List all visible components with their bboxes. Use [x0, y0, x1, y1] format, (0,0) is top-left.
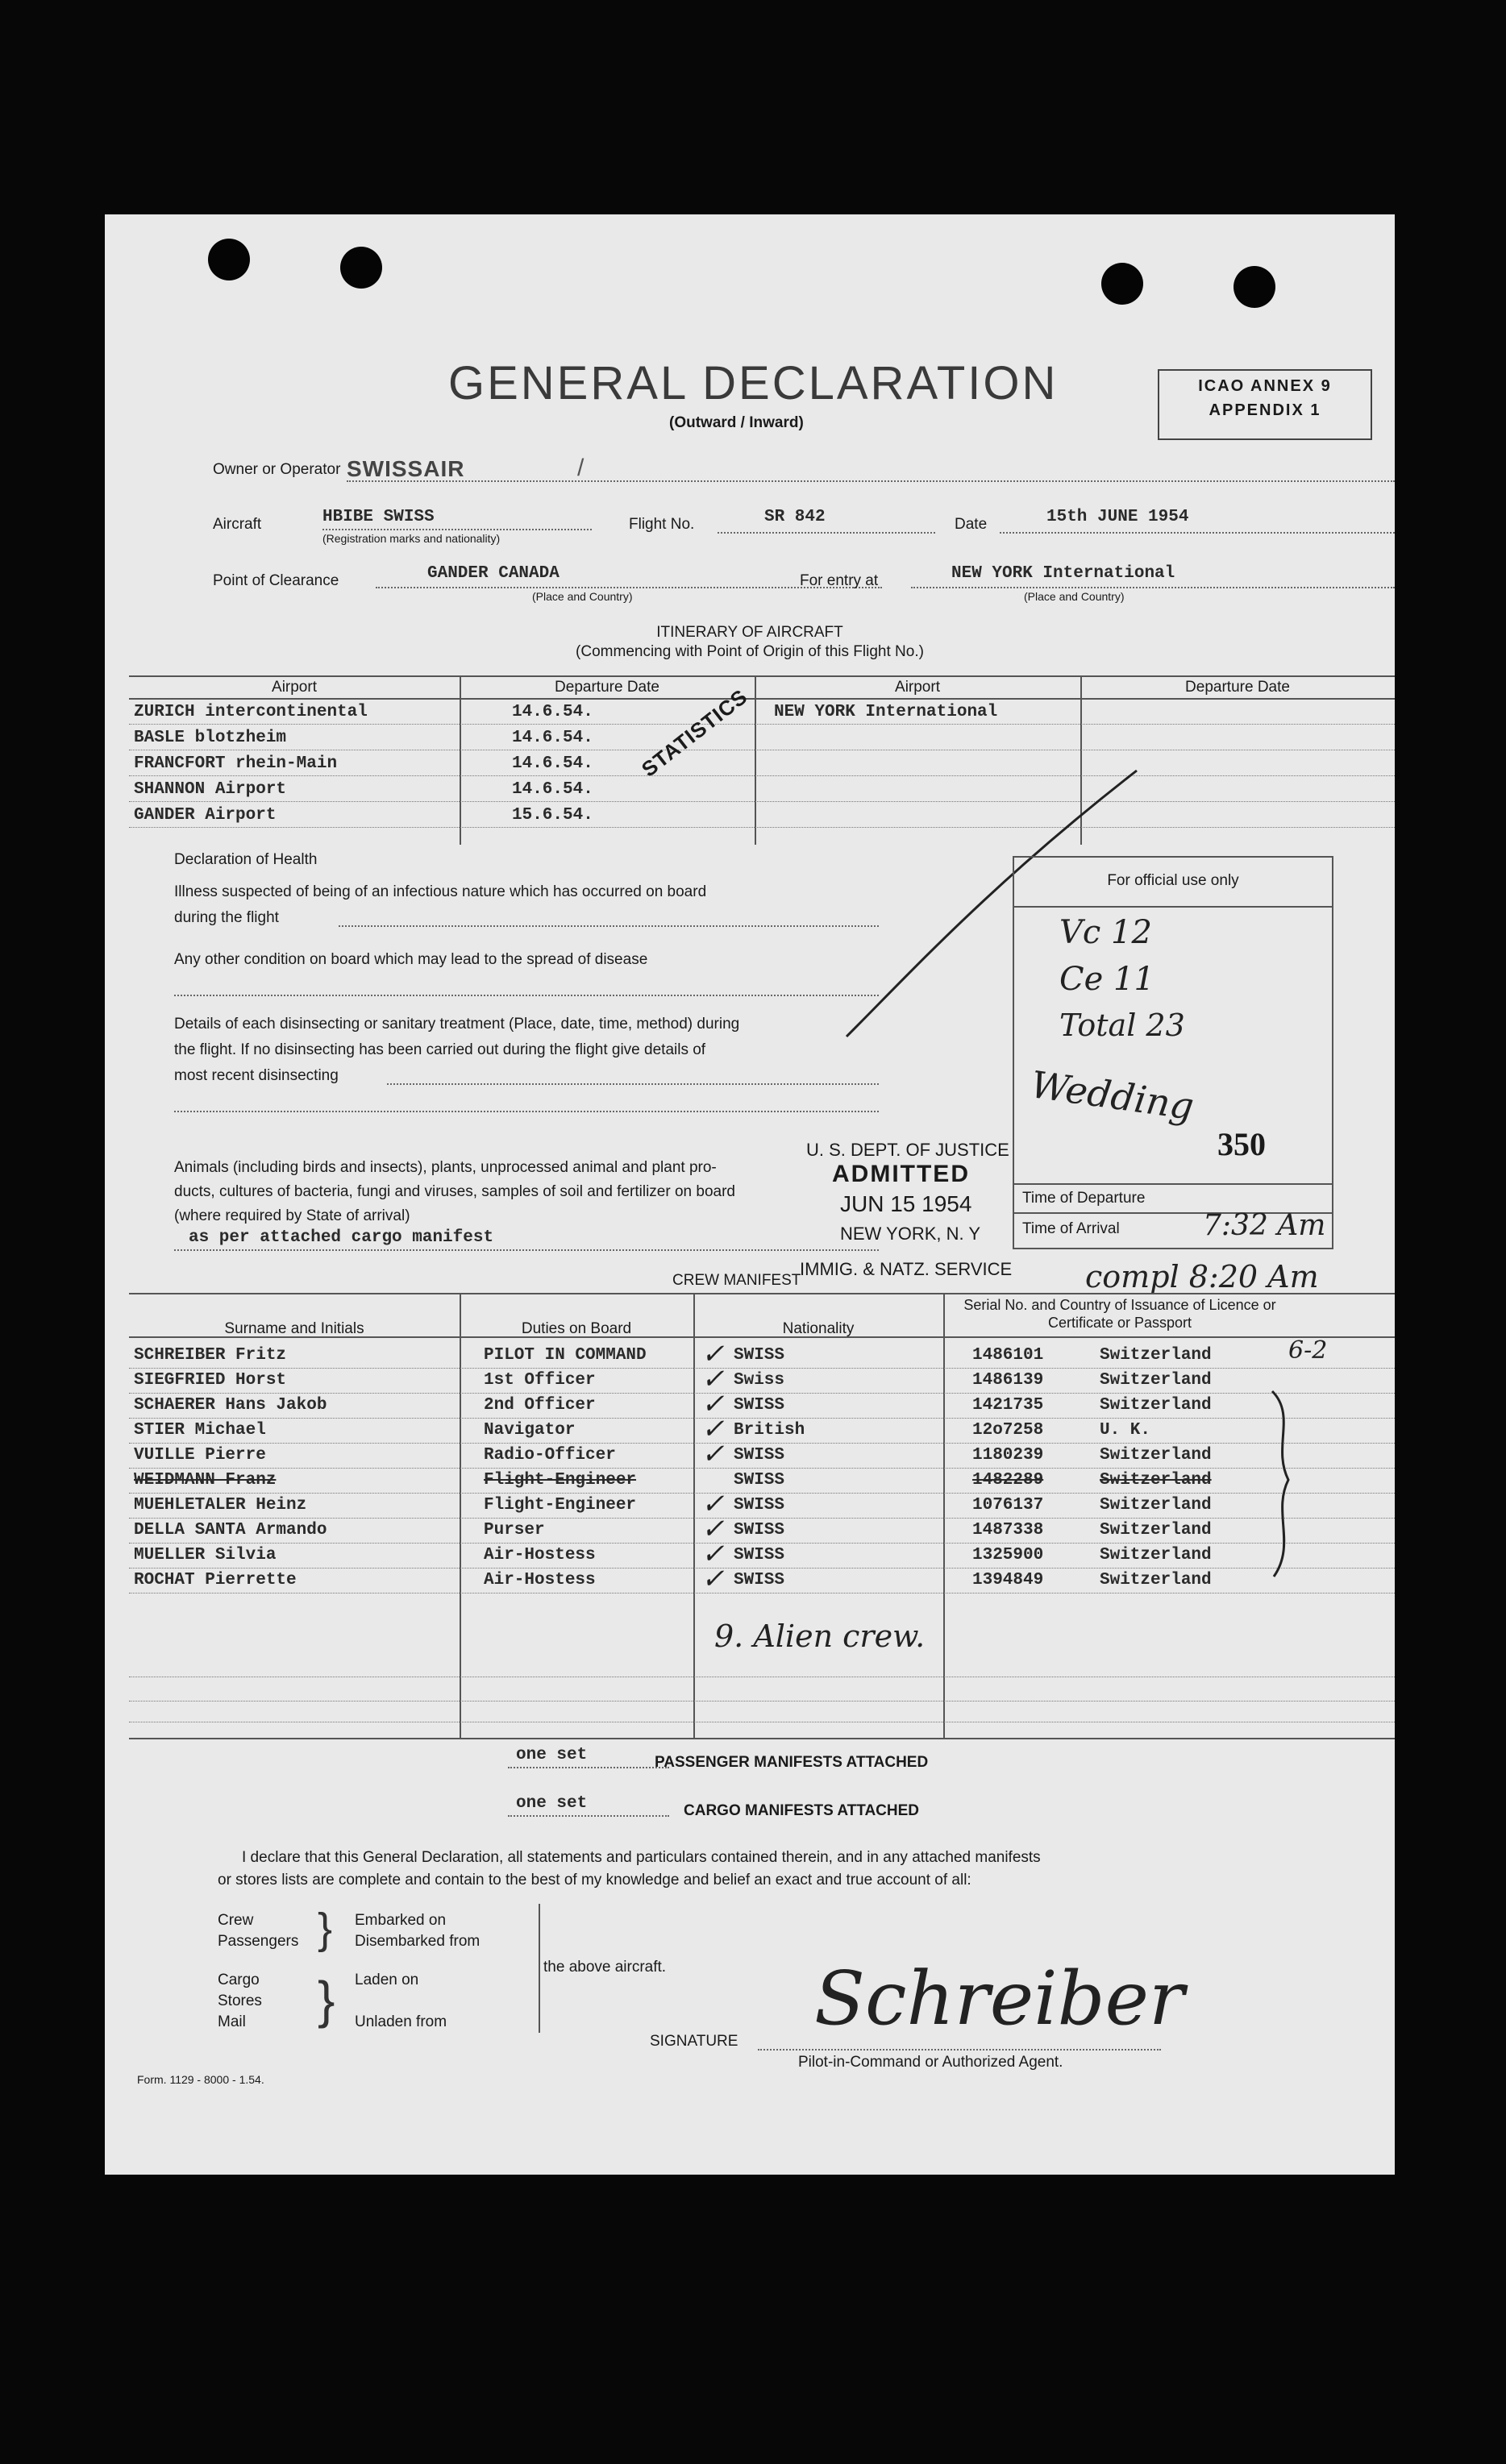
punch-hole	[1101, 263, 1143, 305]
itinerary-header: Airport	[895, 679, 940, 696]
crew-row-rule	[129, 1568, 1395, 1569]
passenger-count: one set	[516, 1746, 588, 1764]
form-number: Form. 1129 - 8000 - 1.54.	[137, 2073, 264, 2086]
disembarked-word: Disembarked from	[355, 1933, 481, 1950]
crew-nat: SWISS	[734, 1471, 785, 1490]
health-answer: as per attached cargo manifest	[189, 1228, 494, 1247]
punch-hole	[340, 247, 382, 289]
crew-duty: Flight-Engineer	[484, 1471, 637, 1490]
crew-country: U. K.	[1100, 1421, 1151, 1440]
crew-blank-rule	[129, 1701, 1395, 1702]
health-question: most recent disinsecting	[174, 1067, 339, 1084]
itinerary-header-rule	[129, 698, 1395, 700]
health-line	[174, 1249, 879, 1251]
crew-bracket	[1264, 1383, 1313, 1585]
crew-duty: Flight-Engineer	[484, 1496, 637, 1515]
crew-bottom-rule	[129, 1738, 1395, 1739]
crew-name: ROCHAT Pierrette	[134, 1571, 297, 1589]
itinerary-row-rule	[129, 775, 1395, 776]
crew-name: DELLA SANTA Armando	[134, 1521, 327, 1539]
check-mark-icon: ✓	[701, 1363, 725, 1395]
crew-row-rule	[129, 1418, 1395, 1419]
aircraft-sublabel: (Registration marks and nationality)	[322, 532, 501, 545]
check-mark-icon: ✓	[701, 1388, 725, 1420]
date-value: 15th JUNE 1954	[1046, 508, 1189, 526]
pilot-signature: Schreiber	[814, 1955, 1184, 2042]
passenger-line	[508, 1767, 669, 1768]
health-line	[387, 1083, 879, 1085]
itinerary-date: 14.6.54.	[512, 754, 593, 773]
crew-nat: SWISS	[734, 1496, 785, 1515]
crew-duty: Radio-Officer	[484, 1446, 616, 1465]
itinerary-title: ITINERARY OF AIRCRAFT	[656, 624, 843, 641]
aircraft-line	[322, 529, 592, 530]
crew-duty: Air-Hostess	[484, 1546, 596, 1564]
arrival-time: 7:32 Am	[1203, 1209, 1326, 1242]
official-number: 350	[1217, 1126, 1266, 1162]
crew-name: SCHAERER Hans Jakob	[134, 1396, 327, 1415]
itinerary-column-rule	[460, 675, 461, 845]
crew-name: MUEHLETALER Heinz	[134, 1496, 307, 1515]
crew-serial: 1076137	[972, 1496, 1044, 1515]
itinerary-airport: FRANCFORT rhein-Main	[134, 754, 338, 773]
official-note: Vc 12	[1059, 914, 1152, 951]
check-mark-icon: ✓	[701, 1438, 725, 1470]
crew-column-rule	[693, 1293, 695, 1738]
crew-column-rule	[460, 1293, 461, 1738]
crew-nat: British	[734, 1421, 805, 1440]
cargo-count: one set	[516, 1794, 588, 1813]
clearance-value: GANDER CANADA	[427, 564, 560, 583]
health-question: Any other condition on board which may lead to the spread of disease	[174, 951, 648, 968]
crew-country: Switzerland	[1100, 1471, 1212, 1490]
check-mark-icon: ✓	[701, 1413, 725, 1445]
crew-nat: SWISS	[734, 1521, 785, 1539]
owner-value: SWISSAIR	[347, 456, 465, 481]
official-signature: Wedding	[1028, 1062, 1197, 1128]
annex-line: APPENDIX 1	[1209, 401, 1321, 419]
mail-word: Mail	[218, 2013, 246, 2030]
signature-line	[758, 2049, 1161, 2051]
completion-note: compl 8:20 Am	[1085, 1259, 1319, 1294]
itinerary-airport: GANDER Airport	[134, 806, 277, 825]
passengers-word: Passengers	[218, 1933, 299, 1950]
crew-country: Switzerland	[1100, 1371, 1212, 1390]
crew-serial: 1180239	[972, 1446, 1044, 1465]
crew-margin-note: 6-2	[1288, 1336, 1328, 1365]
crew-serial: 1486139	[972, 1371, 1044, 1390]
owner-line	[347, 480, 1395, 482]
check-mark-icon: ✓	[701, 1563, 725, 1595]
crew-duty: Purser	[484, 1521, 545, 1539]
crew-serial: 1486101	[972, 1346, 1044, 1365]
crew-country: Switzerland	[1100, 1521, 1212, 1539]
aircraft-value: HBIBE SWISS	[322, 508, 435, 526]
cargo-word: Cargo	[218, 1972, 260, 1988]
check-mark-icon: ✓	[701, 1338, 725, 1370]
owner-label: Owner or Operator	[213, 461, 341, 478]
admitted-stamp-line: NEW YORK, N. Y	[840, 1224, 981, 1244]
signature-label: SIGNATURE	[650, 2033, 738, 2050]
crew-header: Serial No. and Country of Issuance of Licence or Certificate or Passport	[963, 1297, 1276, 1331]
slash-mark: /	[577, 455, 585, 481]
itinerary-row-rule	[129, 724, 1395, 725]
brace: }	[318, 1905, 333, 1953]
declaration-sheet	[105, 214, 1395, 2175]
admitted-stamp-line: ADMITTED	[832, 1161, 970, 1187]
clearance-sublabel: (Place and Country)	[532, 590, 633, 603]
itinerary-date: 15.6.54.	[512, 806, 593, 825]
embarked-word: Embarked on	[355, 1912, 447, 1929]
itinerary-row-rule	[129, 827, 1395, 828]
crew-nat: SWISS	[734, 1546, 785, 1564]
official-rule	[1014, 1183, 1332, 1185]
brace: }	[318, 1971, 335, 2029]
crew-duty: 2nd Officer	[484, 1396, 596, 1415]
crew-title: CREW MANIFEST	[672, 1272, 801, 1289]
health-question: during the flight	[174, 909, 279, 926]
flight-label: Flight No.	[629, 516, 695, 533]
official-note: Ce 11	[1059, 961, 1154, 998]
health-line	[174, 995, 879, 996]
crew-row-rule	[129, 1443, 1395, 1444]
declaration-text: or stores lists are complete and contain to the best of my knowledge and belief an exact and true account of all:	[218, 1872, 971, 1889]
crew-row-rule	[129, 1368, 1395, 1369]
crew-name: SCHREIBER Fritz	[134, 1346, 287, 1365]
crew-serial: 1421735	[972, 1396, 1044, 1415]
itinerary-header: Departure Date	[1185, 679, 1290, 696]
crew-country: Switzerland	[1100, 1396, 1212, 1415]
crew-row-rule	[129, 1543, 1395, 1544]
crew-country: Switzerland	[1100, 1346, 1212, 1365]
official-note: Total 23	[1059, 1008, 1185, 1043]
crew-row-rule	[129, 1468, 1395, 1469]
above-aircraft: the above aircraft.	[543, 1959, 667, 1976]
crew-duty: Air-Hostess	[484, 1571, 596, 1589]
crew-country: Switzerland	[1100, 1496, 1212, 1515]
crew-serial: 1325900	[972, 1546, 1044, 1564]
crew-country: Switzerland	[1100, 1546, 1212, 1564]
itinerary-subtitle: (Commencing with Point of Origin of this Flight No.)	[576, 643, 924, 660]
entry-label: For entry at	[800, 572, 879, 589]
admitted-stamp-line: JUN 15 1954	[840, 1191, 972, 1216]
annex-line: ICAO ANNEX 9	[1198, 377, 1332, 395]
itinerary-header: Departure Date	[555, 679, 659, 696]
flight-line	[718, 532, 935, 534]
crew-name: VUILLE Pierre	[134, 1446, 266, 1465]
crew-header: Surname and Initials	[224, 1320, 364, 1337]
aircraft-label: Aircraft	[213, 516, 262, 533]
check-mark-icon: ✓	[701, 1538, 725, 1570]
punch-hole	[1234, 266, 1275, 308]
health-line	[174, 1111, 879, 1112]
passenger-label: PASSENGER MANIFESTS ATTACHED	[655, 1754, 929, 1771]
check-mark-icon: ✓	[701, 1513, 725, 1545]
arrival-label: Time of Arrival	[1022, 1220, 1120, 1237]
crew-row-rule	[129, 1493, 1395, 1494]
crew-row-rule	[129, 1518, 1395, 1519]
crew-note: 9. Alien crew.	[714, 1618, 926, 1654]
crew-serial: 1394849	[972, 1571, 1044, 1589]
health-question: Illness suspected of being of an infectious nature which has occurred on board	[174, 883, 707, 900]
punch-hole	[208, 239, 250, 280]
crew-top-rule	[129, 1293, 1395, 1294]
admitted-stamp-line: IMMIG. & NATZ. SERVICE	[800, 1259, 1013, 1279]
itinerary-airport: ZURICH intercontinental	[134, 703, 368, 721]
laden-word: Laden on	[355, 1972, 419, 1988]
crew-name: STIER Michael	[134, 1421, 266, 1440]
departure-label: Time of Departure	[1022, 1190, 1146, 1207]
health-question: the flight. If no disinsecting has been carried out during the flight give details of	[174, 1041, 706, 1058]
itinerary-date: 14.6.54.	[512, 780, 593, 799]
document-subtitle: (Outward / Inward)	[669, 414, 804, 431]
flight-value: SR 842	[764, 508, 826, 526]
crew-header: Nationality	[782, 1320, 855, 1337]
cargo-label: CARGO MANIFESTS ATTACHED	[684, 1802, 920, 1819]
statistics-stamp: STATISTICS	[637, 684, 752, 782]
crew-word: Crew	[218, 1912, 254, 1929]
crew-header: Duties on Board	[521, 1320, 632, 1337]
crew-name: SIEGFRIED Horst	[134, 1371, 287, 1390]
official-title: For official use only	[1107, 872, 1239, 889]
crew-name: WEIDMANN Franz	[134, 1471, 277, 1490]
crew-nat: SWISS	[734, 1396, 785, 1415]
itinerary-airport-right: NEW YORK International	[774, 703, 998, 721]
itinerary-row-rule	[129, 801, 1395, 802]
health-question: (where required by State of arrival)	[174, 1207, 410, 1224]
itinerary-date: 14.6.54.	[512, 703, 593, 721]
crew-nat: Swiss	[734, 1371, 785, 1390]
signature-sublabel: Pilot-in-Command or Authorized Agent.	[798, 2054, 1063, 2071]
itinerary-column-rule	[755, 675, 756, 845]
crew-country: Switzerland	[1100, 1446, 1212, 1465]
crew-serial: 1487338	[972, 1521, 1044, 1539]
crew-duty: Navigator	[484, 1421, 576, 1440]
check-mark-icon: ✓	[701, 1488, 725, 1520]
document-title: GENERAL DECLARATION	[448, 357, 1059, 409]
health-question: ducts, cultures of bacteria, fungi and viruses, samples of soil and fertilizer on board	[174, 1183, 735, 1200]
crew-row-rule	[129, 1393, 1395, 1394]
crew-nat: SWISS	[734, 1346, 785, 1365]
itinerary-header: Airport	[272, 679, 317, 696]
itinerary-top-rule	[129, 675, 1395, 677]
crew-duty: PILOT IN COMMAND	[484, 1346, 647, 1365]
itinerary-date: 14.6.54.	[512, 729, 593, 747]
admitted-stamp-line: U. S. DEPT. OF JUSTICE	[806, 1140, 1009, 1160]
crew-column-rule	[943, 1293, 945, 1738]
annex-box	[1158, 369, 1372, 440]
cargo-line	[508, 1815, 669, 1817]
official-rule	[1014, 906, 1332, 908]
declaration-bracket	[539, 1904, 540, 2033]
declaration-text: I declare that this General Declaration, all statements and particulars contained therein, and in any attached manifests	[242, 1849, 1041, 1866]
itinerary-airport: SHANNON Airport	[134, 780, 287, 799]
health-question: Details of each disinsecting or sanitary treatment (Place, date, time, method) during	[174, 1016, 740, 1033]
official-box	[1013, 856, 1333, 1249]
stores-word: Stores	[218, 1992, 262, 2009]
crew-country: Switzerland	[1100, 1571, 1212, 1589]
crew-duty: 1st Officer	[484, 1371, 596, 1390]
date-line	[1000, 532, 1395, 534]
crew-nat: SWISS	[734, 1446, 785, 1465]
health-line	[339, 925, 879, 927]
date-label: Date	[955, 516, 988, 533]
unladen-word: Unladen from	[355, 2013, 447, 2030]
itinerary-airport: BASLE blotzheim	[134, 729, 287, 747]
entry-sublabel: (Place and Country)	[1024, 590, 1125, 603]
crew-serial: 1482289	[972, 1471, 1044, 1490]
crew-nat: SWISS	[734, 1571, 785, 1589]
crew-serial: 12o7258	[972, 1421, 1044, 1440]
health-question: Animals (including birds and insects), plants, unprocessed animal and plant pro-	[174, 1159, 717, 1176]
health-title: Declaration of Health	[174, 851, 318, 868]
clearance-label: Point of Clearance	[213, 572, 339, 589]
entry-value: NEW YORK International	[951, 564, 1175, 583]
crew-name: MUELLER Silvia	[134, 1546, 277, 1564]
entry-line	[911, 587, 1395, 588]
